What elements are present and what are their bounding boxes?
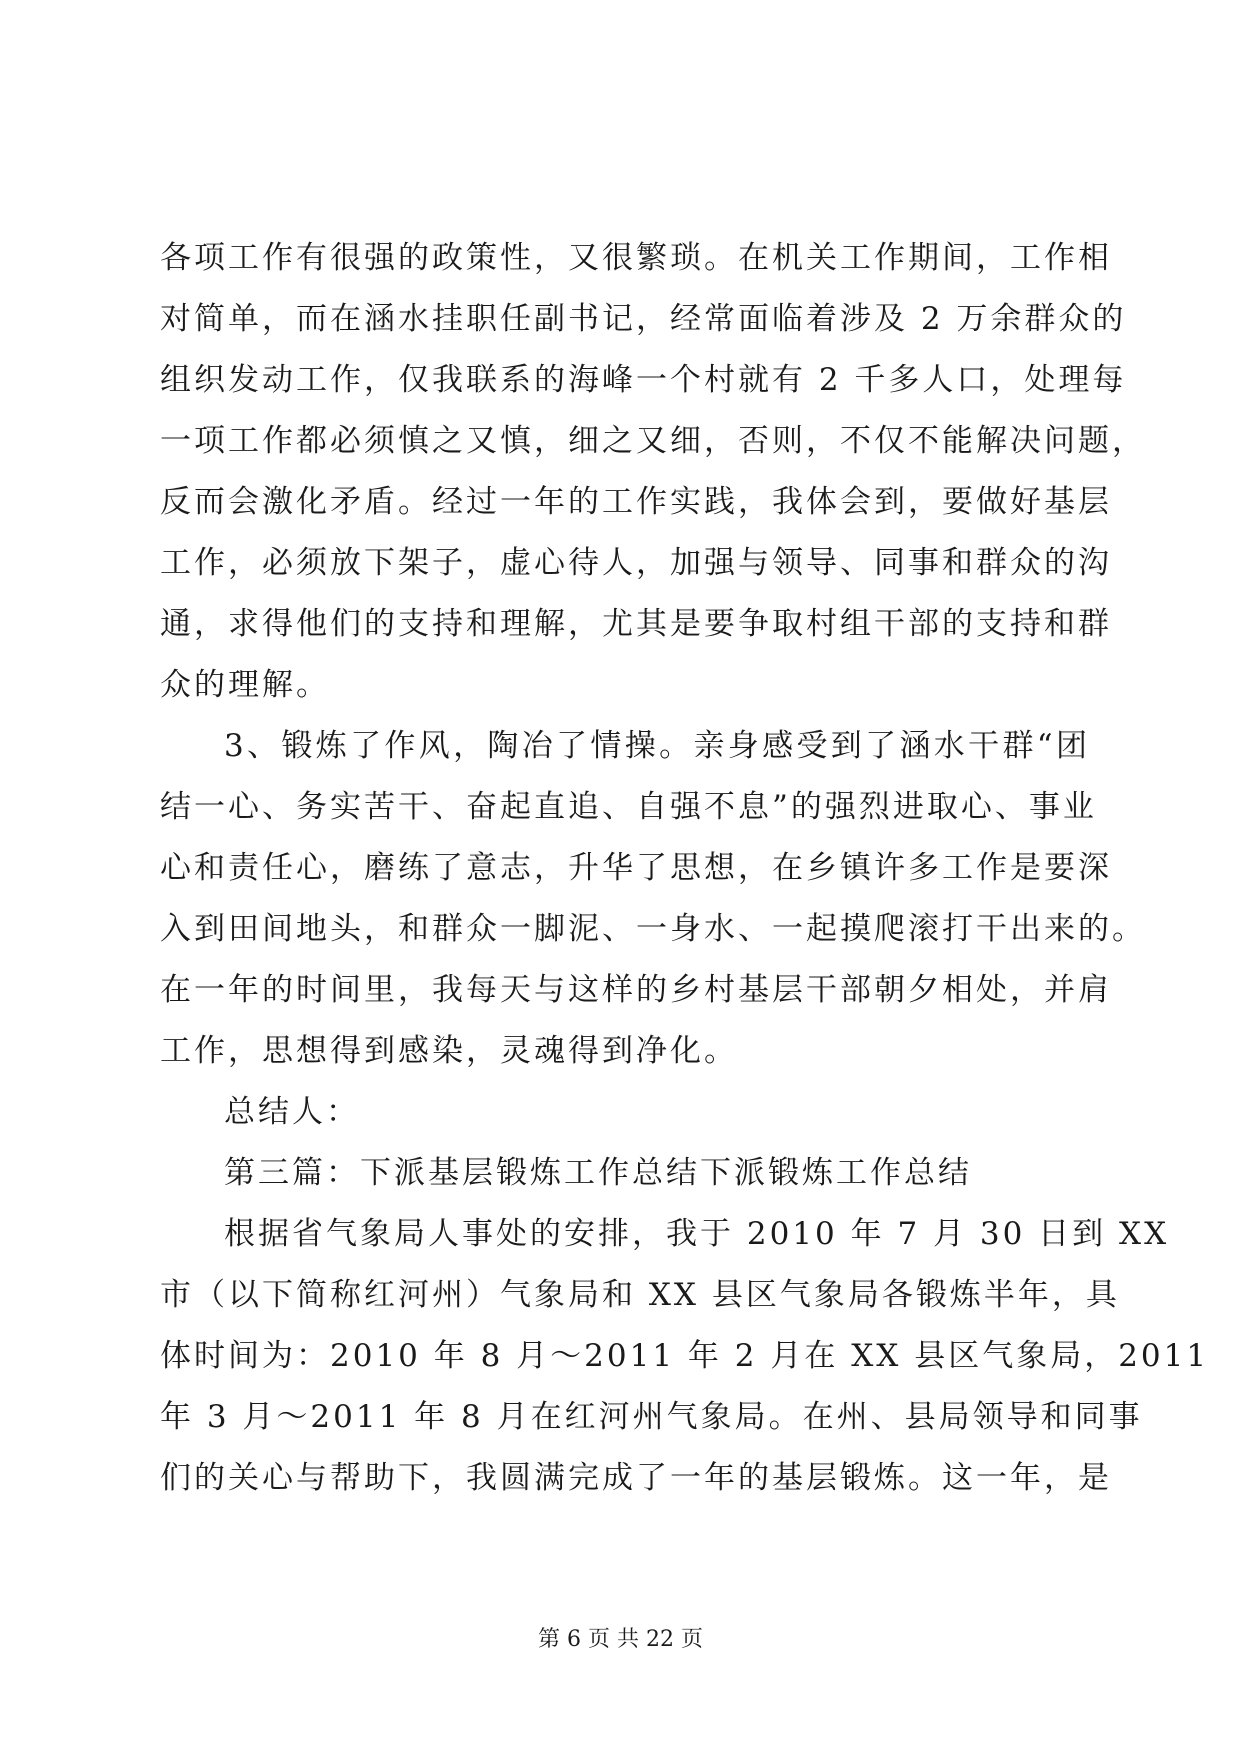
text-line: 结一心、务实苦干、奋起直追、自强不息”的强烈进取心、事业 (160, 789, 1097, 825)
section-heading: 第三篇：下派基层锻炼工作总结下派锻炼工作总结 (224, 1155, 972, 1191)
text-line: 众的理解。 (160, 667, 330, 703)
text-line: 心和责任心，磨练了意志，升华了思想，在乡镇许多工作是要深 (160, 850, 1112, 886)
text-line: 对简单，而在涵水挂职任副书记，经常面临着涉及 2 万余群众的 (160, 301, 1127, 337)
text-line: 年 3 月～2011 年 8 月在红河州气象局。在州、县局领导和同事 (160, 1399, 1143, 1435)
body-text (160, 228, 1210, 1509)
text-line: 一项工作都必须慎之又慎，细之又细，否则，不仅不能解决问题， (160, 423, 1146, 459)
signature-label: 总结人： (224, 1094, 360, 1130)
text-line: 组织发动工作，仅我联系的海峰一个村就有 2 千多人口，处理每 (160, 362, 1127, 398)
text-line: 入到田间地头，和群众一脚泥、一身水、一起摸爬滚打干出来的。 (160, 911, 1146, 947)
page-number-footer: 第 6 页 共 22 页 (538, 1627, 703, 1652)
text-line: 市（以下简称红河州）气象局和 XX 县区气象局各锻炼半年，具 (160, 1277, 1120, 1313)
text-line: 工作，思想得到感染，灵魂得到净化。 (160, 1033, 738, 1069)
text-line: 3、锻炼了作风，陶冶了情操。亲身感受到了涵水干群“团 (224, 728, 1090, 764)
text-line: 反而会激化矛盾。经过一年的工作实践，我体会到，要做好基层 (160, 484, 1112, 520)
text-line: 体时间为：2010 年 8 月～2011 年 2 月在 XX 县区气象局，2011 (160, 1338, 1210, 1374)
text-line: 们的关心与帮助下，我圆满完成了一年的基层锻炼。这一年，是 (160, 1460, 1112, 1496)
text-line: 通，求得他们的支持和理解，尤其是要争取村组干部的支持和群 (160, 606, 1112, 642)
text-line: 根据省气象局人事处的安排，我于 2010 年 7 月 30 日到 XX (224, 1216, 1170, 1252)
text-line: 在一年的时间里，我每天与这样的乡村基层干部朝夕相处，并肩 (160, 972, 1112, 1008)
text-line: 工作，必须放下架子，虚心待人，加强与领导、同事和群众的沟 (160, 545, 1112, 581)
text-line: 各项工作有很强的政策性，又很繁琐。在机关工作期间，工作相 (160, 240, 1112, 276)
